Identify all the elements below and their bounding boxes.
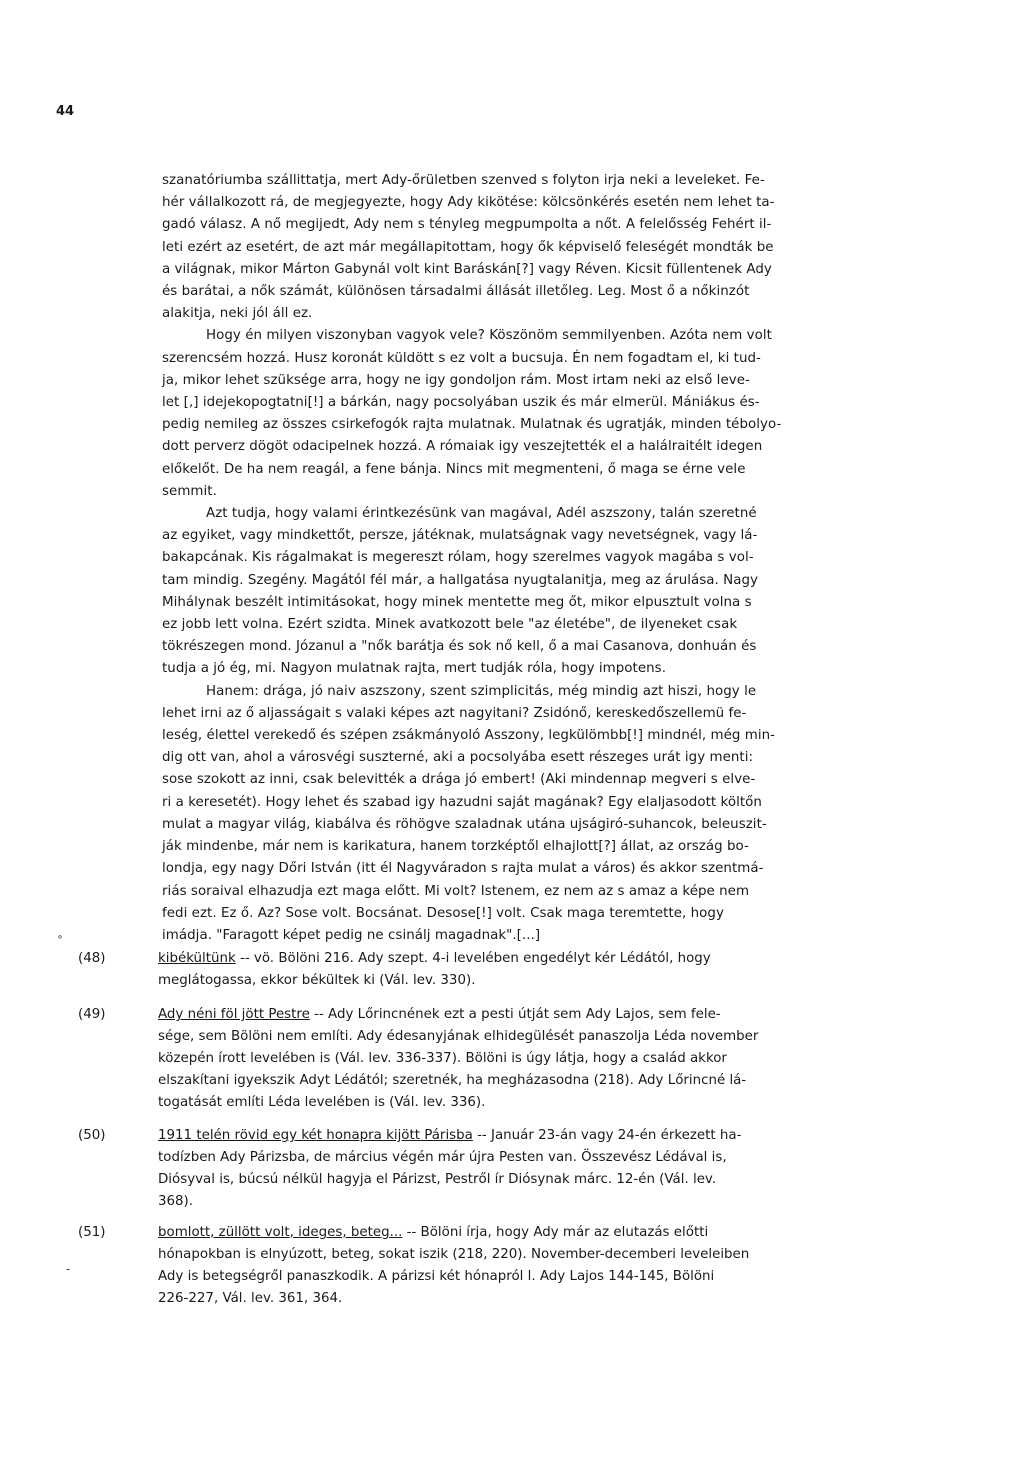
text-line: ez jobb lett volna. Ezért szidta. Minek avatkozott bele "az életébe", de ilyeneket csak xyxy=(162,617,738,633)
footnote-text: 368). xyxy=(158,1194,194,1209)
footnote-term: 1911 telén rövid egy két honapra kijött Párisba xyxy=(158,1128,473,1143)
footnote-number: (50) xyxy=(78,1128,106,1143)
footnote-body xyxy=(158,948,958,992)
footnote-body xyxy=(158,1004,958,1114)
page-number: 44 xyxy=(56,104,75,119)
text-line: ják mindenbe, már nem is karikatura, hanem torzképtől elhajlott[?] állat, az ország bo- xyxy=(162,839,749,855)
text-line: dig ott van, ahol a városvégi suszterné, aki a pocsolyába esett részeges urát igy menti: xyxy=(162,750,754,766)
footnote-text: -- vö. Bölöni 216. Ady szept. 4-i levelében engedélyt kér Lédától, hogy xyxy=(235,951,711,966)
text-line: dott perverz dögöt odacipelnek hozzá. A rómaiak igy veszejtették el a halálraitélt idegen xyxy=(162,439,763,455)
footnote-text: todízben Ady Párizsba, de március végén már újra Pesten van. Összevész Lédával is, xyxy=(158,1150,727,1165)
text-line: tam mindig. Szegény. Magától fél már, a hallgatása nyugtalanitja, meg az árulása. Nagy xyxy=(162,572,759,588)
footnote-term: bomlott, züllött volt, ideges, beteg... xyxy=(158,1225,403,1240)
footnote-text: togatását említi Léda levelében is (Vál. lev. 336). xyxy=(158,1095,486,1110)
footnote-text: sége, sem Bölöni nem említi. Ady édesanyjának elhidegülését panaszolja Léda november xyxy=(158,1029,759,1044)
margin-mark: - xyxy=(66,1262,71,1276)
footnote-number: (49) xyxy=(78,1007,106,1022)
text-line: leti ezért az esetért, de azt már megállapitottam, hogy ők képviselő feleségét mondták be xyxy=(162,239,774,255)
footnote-text: Ady is betegségről panaszkodik. A párizsi két hónapról l. Ady Lajos 144-145, Bölöni xyxy=(158,1269,715,1284)
text-line: a világnak, mikor Márton Gabynál volt kint Baráskán[?] vagy Réven. Kicsit füllentenek Ady xyxy=(162,261,772,277)
footnote-text: 226-227, Vál. lev. 361, 364. xyxy=(158,1291,343,1306)
footnote-body xyxy=(158,1125,958,1213)
text-line: bakapcának. Kis rágalmakat is megereszt rólam, hogy szerelmes vagyok magába s vol- xyxy=(162,550,754,566)
text-line: Hogy én milyen viszonyban vagyok vele? Köszönöm semmilyenben. Azóta nem volt xyxy=(206,328,772,344)
text-line: londja, egy nagy Dőri István (itt él Nagyváradon s rajta mulat a város) és akkor szentmá- xyxy=(162,861,764,877)
text-line: hér vállalkozott rá, de megjegyezte, hogy Ady kikötése: kölcsönkérés esetén nem lehet ta- xyxy=(162,195,775,211)
text-line: Mihálynak beszélt intimitásokat, hogy minek mentette meg őt, mikor elpusztult volna s xyxy=(162,594,752,610)
footnote-text: -- Bölöni írja, hogy Ady már az elutazás előtti xyxy=(402,1225,709,1240)
footnote-number: (51) xyxy=(78,1225,106,1240)
footnote-body xyxy=(158,1222,958,1310)
text-line: gadó válasz. A nő megijedt, Ady nem s tényleg megpumpolta a nőt. A felelősség Fehért il- xyxy=(162,217,772,233)
text-line: ja, mikor lehet szüksége arra, hogy ne igy gondoljon rám. Most irtam neki az első leve- xyxy=(162,372,750,388)
footnote-text: meglátogassa, ekkor békültek ki (Vál. lev. 330). xyxy=(158,973,476,988)
text-line: Hanem: drága, jó naiv aszszony, szent szimplicitás, még mindig azt hiszi, hogy le xyxy=(206,683,757,699)
text-line: az egyiket, vagy mindkettőt, persze, játéknak, mulatságnak vagy nevetségnek, vagy lá- xyxy=(162,528,758,544)
text-line: előkelőt. De ha nem reagál, a fene bánja. Nincs mit megmenteni, ő maga se érne vele xyxy=(162,461,746,477)
footnote-text: elszakítani igyekszik Adyt Lédától; szeretnék, ha megházasodna (218). Ady Lőrincné lá- xyxy=(158,1073,747,1088)
footnote-text: hónapokban is elnyúzott, beteg, sokat iszik (218, 220). November-decemberi leveleiben xyxy=(158,1247,750,1262)
text-line: tökrészegen mond. Józanul a "nők barátja és sok nő kell, ő a mai Casanova, donhuán és xyxy=(162,639,757,655)
text-line: ri a keresetét). Hogy lehet és szabad igy hazudni saját magának? Egy elaljasodott költőn xyxy=(162,794,762,810)
text-line: és barátai, a nők számát, különösen társadalmi állását illetőleg. Leg. Most ő a nőkinzót xyxy=(162,284,750,300)
footnote-text: közepén írott levelében is (Vál. lev. 336-337). Bölöni is úgy látja, hogy a család akkor xyxy=(158,1051,727,1066)
footnote-text: -- Ady Lőrincnének ezt a pesti útját sem Ady Lajos, sem fele- xyxy=(309,1007,721,1022)
footnote-text: Diósyval is, búcsú nélkül hagyja el Párizst, Pestről ír Diósynak márc. 12-én (Vál. lev. xyxy=(158,1172,717,1187)
text-line: szerencsém hozzá. Husz koronát küldött s ez volt a bucsuja. Én nem fogadtam el, ki tud- xyxy=(162,350,761,366)
text-line: szanatóriumba szállittatja, mert Ady-őrületben szenved s folyton irja neki a leveleket. Fe- xyxy=(162,173,765,188)
footnote-number: (48) xyxy=(78,951,106,966)
text-line: alakitja, neki jól áll ez. xyxy=(162,306,313,322)
text-line: pedig nemileg az összes csirkefogók rajta mulatnak. Mulatnak és ugratják, minden tébolyo- xyxy=(162,417,782,433)
text-line: imádja. "Faragott képet pedig ne csinálj magadnak".[...] xyxy=(162,927,541,943)
text-line: let [,] idejekopogtatni[!] a bárkán, nagy pocsolyában uszik és már elmerül. Mániákus és- xyxy=(162,395,760,411)
text-line: leség, élettel verekedő és szépen zsákmányoló Asszony, legkülömbb[!] mindnél, még min- xyxy=(162,728,776,744)
margin-mark: ˚ xyxy=(57,935,63,949)
footnote-text: -- Január 23-án vagy 24-én érkezett ha- xyxy=(472,1128,742,1143)
footnote-term: kibékültünk xyxy=(158,951,236,966)
text-line: Azt tudja, hogy valami érintkezésünk van magával, Adél aszszony, talán szeretné xyxy=(206,506,757,522)
footnote-term: Ady néni föl jött Pestre xyxy=(158,1007,310,1022)
text-line: riás soraival elhazudja ezt maga előtt. Mi volt? Istenem, ez nem az s amaz a képe nem xyxy=(162,883,750,899)
text-line: lehet irni az ő aljasságait s valaki képes azt nagyitani? Zsidónő, kereskedőszellemü fe- xyxy=(162,705,747,721)
text-line: semmit. xyxy=(162,483,217,499)
text-line: mulat a magyar világ, kiabálva és röhögve szaladnak utána ujságiró-suhancok, beleuszit- xyxy=(162,816,767,832)
text-line: fedi ezt. Ez ő. Az? Sose volt. Bocsánat. Desose[!] volt. Csak maga teremtette, hogy xyxy=(162,905,724,921)
text-line: sose szokott az inni, csak belevitték a drága jó embert! (Aki mindennap megveri s elve- xyxy=(162,772,756,788)
main-text xyxy=(162,170,962,947)
text-line: tudja a jó ég, mi. Nagyon mulatnak rajta, mert tudják róla, hogy impotens. xyxy=(162,661,667,677)
